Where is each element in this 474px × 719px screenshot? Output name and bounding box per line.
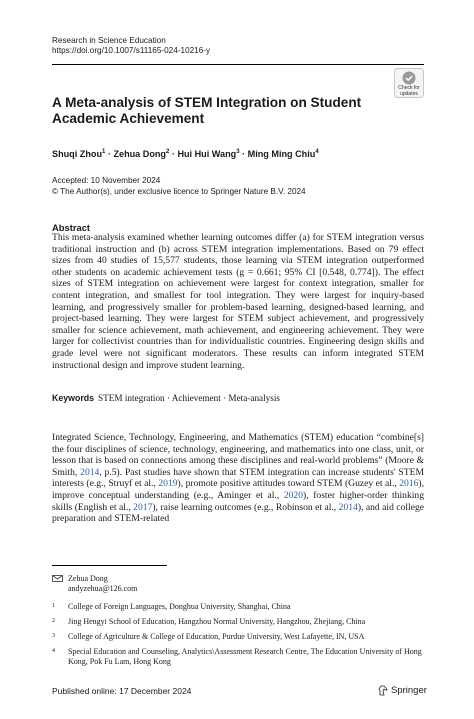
springer-horse-icon — [378, 685, 388, 696]
keywords-label: Keywords — [52, 393, 95, 403]
doi-link[interactable]: https://doi.org/10.1007/s11165-024-10216-y — [52, 46, 211, 55]
intro-segment: ), and aid college preparation and STEM-related — [52, 501, 425, 525]
affiliation-number: 3 — [52, 633, 55, 639]
intro-paragraph — [52, 432, 424, 525]
intro-segment: ), raise learning outcomes (e.g., Robinson et al., — [152, 501, 339, 513]
keywords — [52, 393, 280, 403]
accepted-date: Accepted: 10 November 2024 — [52, 176, 161, 185]
check-for-updates-line2: updates — [400, 90, 418, 97]
intro-text — [52, 432, 424, 525]
corresponding-author-email[interactable]: andyzehua@126.com — [68, 584, 138, 593]
abstract-paragraph: This meta-analysis examined whether learning outcomes differ (a) for STEM integration versus traditional instruction and (b) across STEM integration implementations. Based on 79 effect sizes from 40 studies of 15,577 students, those learning via STEM integration outperformed other students on academic achievement tests (g = 0.661; 95% CI [0.548, 0.774]). The effect sizes of STEM integration on achievement were largest for context integration, smaller for content integration, and smallest for tool integration. They were largest for inquiry-based learning, and progressively smaller for problem-based learning, designed-based learning, and project-based learning. They were largest for STEM subject achievement, and progressively smaller for science achievement, math achievement, and engineering achievement. They were larger for collectivist countries than for individualistic countries. Engineering design skills and grade level were not significant moderators. These results can inform integrated STEM instructional design and improve student learning. — [52, 232, 424, 371]
affiliation-number: 4 — [52, 648, 55, 654]
intro-segment: ), promote positive attitudes toward STEM (Guzey et al., — [177, 478, 400, 490]
affiliation-text: College of Foreign Languages, Donghua University, Shanghai, China — [68, 602, 291, 611]
author-name[interactable]: Hui Hui Wang — [177, 149, 237, 160]
copyright-notice: © The Author(s), under exclusive licence to Springer Nature B.V. 2024 — [52, 187, 306, 196]
intro-segment: , p.5). Past studies have shown that STEM integration can increase students' STEM interests (e.g., Struyf et al., — [52, 466, 424, 490]
affiliation-number: 1 — [52, 603, 55, 609]
author-affiliation-mark: 2 — [166, 149, 170, 155]
author-list — [52, 149, 319, 159]
keywords-text: STEM integration · Achievement · Meta-analysis — [98, 393, 280, 403]
affiliation-text: Special Education and Counseling, Analytics\Assessment Research Centre, The Education University of Hong Kong, Pok Fu Lam, Hong Kong — [68, 647, 422, 666]
corresponding-author-name: Zehua Dong — [68, 574, 108, 583]
author-name[interactable]: Shuqi Zhou — [52, 149, 103, 160]
intro-segment: ), foster higher-order thinking skills (English et al., — [52, 489, 424, 513]
abstract-text — [52, 232, 424, 371]
citation-link[interactable]: 2019 — [158, 478, 178, 490]
author-separator: · — [169, 149, 178, 160]
author-name[interactable]: Zehua Dong — [113, 149, 166, 160]
publisher-name: Springer — [391, 685, 427, 696]
journal-name: Research in Science Education — [52, 36, 166, 45]
abstract-heading: Abstract — [52, 222, 91, 233]
article-title: A Meta-analysis of STEM Integration on Student Academic Achievement — [52, 95, 362, 126]
published-date: Published online: 17 December 2024 — [52, 686, 192, 696]
citation-link[interactable]: 2020 — [283, 489, 303, 501]
author-separator: · — [239, 149, 248, 160]
intro-segment: Integrated Science, Technology, Engineering, and Mathematics (STEM) education “combine[s] the four disciplines of science, technology, engineering, and mathematics into one class, unit, or lesson that is based on connections among these disciplines and real-world problems” (Moore & Smith, — [52, 432, 424, 478]
author-affiliation-mark: 3 — [236, 149, 240, 155]
affiliation-text: College of Agriculture & College of Education, Purdue University, West Lafayette, IN, USA — [68, 632, 365, 641]
citation-link[interactable]: 2014 — [80, 466, 100, 478]
intro-segment: ), improve conceptual understanding (e.g., Aminger et al., — [52, 478, 424, 501]
affiliation-number: 2 — [52, 618, 55, 624]
check-for-updates-label — [391, 86, 427, 97]
citation-link[interactable]: 2016 — [399, 478, 419, 490]
footnote-rule — [52, 565, 167, 566]
author-affiliation-mark: 1 — [102, 149, 106, 155]
affiliation-text: Jing Hengyi School of Education, Hangzhou Normal University, Hangzhou, Zhejiang, China — [68, 617, 366, 626]
check-for-updates-line1: Check for — [398, 85, 420, 91]
corresponding-author — [68, 574, 137, 594]
author-name[interactable]: Ming Ming Chiu — [247, 149, 316, 160]
author-affiliation-mark: 4 — [315, 149, 319, 155]
envelope-icon — [52, 575, 63, 582]
author-separator: · — [105, 149, 114, 160]
citation-link[interactable]: 2017 — [133, 501, 153, 513]
citation-link[interactable]: 2014 — [338, 501, 358, 513]
header-rule — [52, 64, 424, 65]
